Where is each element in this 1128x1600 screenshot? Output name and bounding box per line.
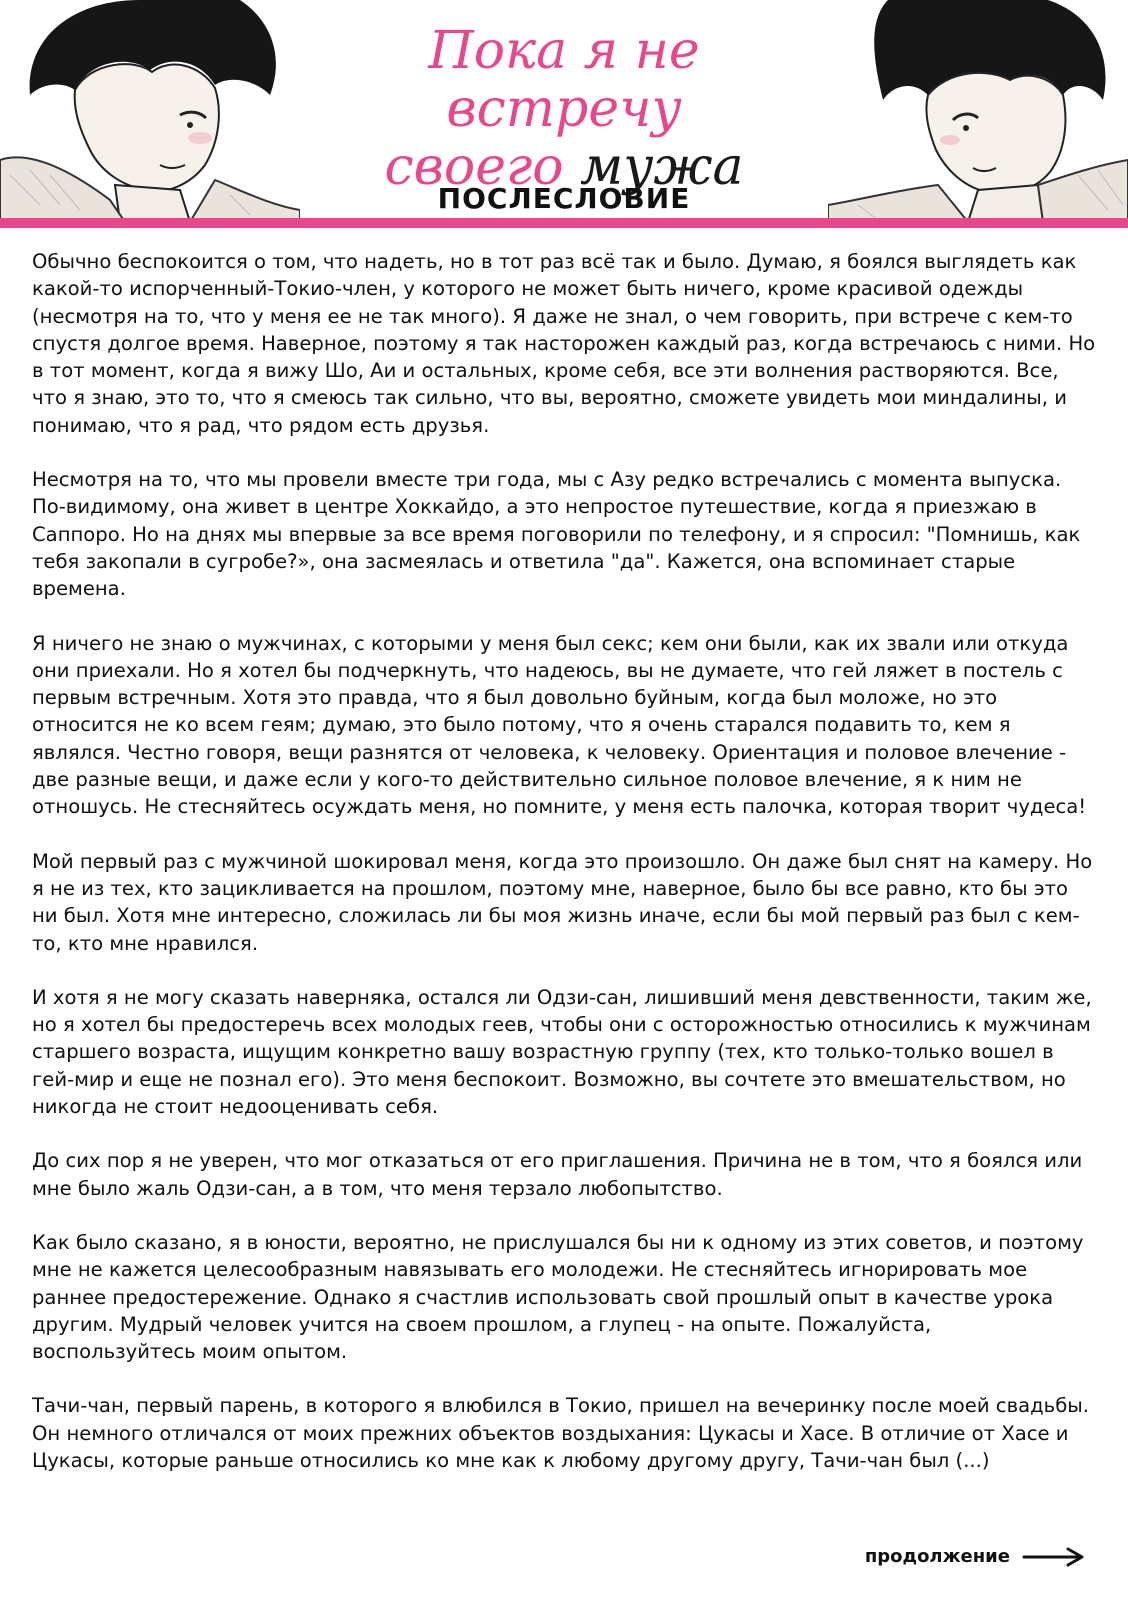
- paragraph: До сих пор я не уверен, что мог отказаться от его приглашения. Причина не в том, что я боялся или мне было жаль Одзи-сан, а в том, что меня терзало любопытство.: [32, 1149, 1083, 1200]
- paragraph: Обычно беспокоится о том, что надеть, но в тот раз всё так и было. Думаю, я боялся выглядеть как какой-то испорченный-Токио-член, у которого не может быть ничего, кроме красивой одежды (несмотря на то, что у меня ее не так много). Я даже не знал, о чем говорить, при встрече с кем-то спустя долгое время. Наверное, поэтому я так насторожен каждый раз, когда встречаюсь с ними. Но в тот момент, когда я вижу Шо, Аи и остальных, кроме себя, все эти волнения растворяются. Все, что я знаю, это то, что я смеюсь так сильно, что вы, вероятно, сможете увидеть мои миндалины, и понимаю, что я рад, что рядом есть друзья.: [32, 250, 1096, 437]
- title-word-svoego: своего: [384, 137, 564, 197]
- header: [0, 0, 1128, 240]
- header-divider: [0, 218, 1128, 228]
- paragraph: Как было сказано, я в юности, вероятно, не прислушался бы ни к одному из этих советов, и поэтому мне не кажется целесообразным навязывать его молодежи. Не стесняйтесь игнорировать мое раннее предостережение. Однако я счастлив использовать свой прошлый опыт в качестве урока другим. Мудрый человек учится на своем прошлом, а глупец - на опыте. Пожалуйста, воспользуйтесь моим опытом.: [32, 1230, 1084, 1364]
- afterword-text: [32, 248, 1096, 1501]
- title-line-1: Пока я не встречу: [428, 21, 700, 139]
- paragraph: Мой первый раз с мужчиной шокировал меня, когда это произошло. Он даже был снят на камеру. Но я не из тех, кто зацикливается на прошлом, поэтому мне, наверное, было бы все равно, кто бы это ни был. Хотя мне интересно, сложилась ли бы моя жизнь иначе, если бы мой первый раз был с кем-то, кто мне нравился.: [32, 849, 1093, 955]
- paragraph: И хотя я не могу сказать наверняка, остался ли Одзи-сан, лишивший меня девственности, таким же, но я хотел бы предостеречь всех молодых геев, чтобы они с осторожностью относились к мужчинам старшего возраста, ищущим конкретно вашу возрастную группу (тех, кто только-только вошел в гей-мир и еще не познал его). Это меня беспокоит. Возможно, вы сочтете это вмешательством, но никогда не стоит недооценивать себя.: [32, 985, 1092, 1119]
- page-title: [320, 22, 808, 196]
- left-character-illustration: [0, 0, 300, 222]
- right-character-illustration: [828, 0, 1128, 222]
- paragraph: Несмотря на то, что мы провели вместе три года, мы с Азу редко встречались с момента выпуска. По-видимому, она живет в центре Хоккайдо, а это непростое путешествие, когда я приезжаю в Саппоро. Но на днях мы впервые за все время поговорили по телефону, и я спросил: "Помнишь, как тебя закопали в сугробе?», она засмеялась и ответила "да". Кажется, она вспоминает старые времена.: [32, 468, 1081, 601]
- arrow-right-icon: [1022, 1547, 1086, 1567]
- continue-indicator[interactable]: [865, 1546, 1086, 1567]
- section-subtitle: ПОСЛЕСЛОВИЕ: [437, 182, 691, 215]
- paragraph: Тачи-чан, первый парень, в которого я влюбился в Токио, пришел на вечеринку после моей свадьбы. Он немного отличался от моих прежних объектов воздыхания: Цукасы и Хасе. В отличие от Хасе и Цукасы, которые раньше относились ко мне как к любому другому другу, Тачи-чан был (...): [32, 1394, 1090, 1472]
- continue-label: продолжение: [864, 1546, 1010, 1567]
- title-word-muzha: мужа: [580, 137, 744, 197]
- paragraph: Я ничего не знаю о мужчинах, с которыми у меня был секс; кем они были, как их звали или откуда они приехали. Но я хотел бы подчеркнуть, что надеюсь, вы не думаете, что гей ляжет в постель с первым встречным. Хотя это правда, что я был довольно буйным, когда был моложе, но это относится не ко всем геям; думаю, это было потому, что я очень старался подавить то, кем я являлся. Честно говоря, вещи разнятся от человека, к человеку. Ориентация и половое влечение - две разные вещи, и даже если у кого-то действительно сильное половое влечение, я к ним не отношусь. Не стесняйтесь осуждать меня, но помните, у меня есть палочка, которая творит чудеса!: [32, 631, 1087, 819]
